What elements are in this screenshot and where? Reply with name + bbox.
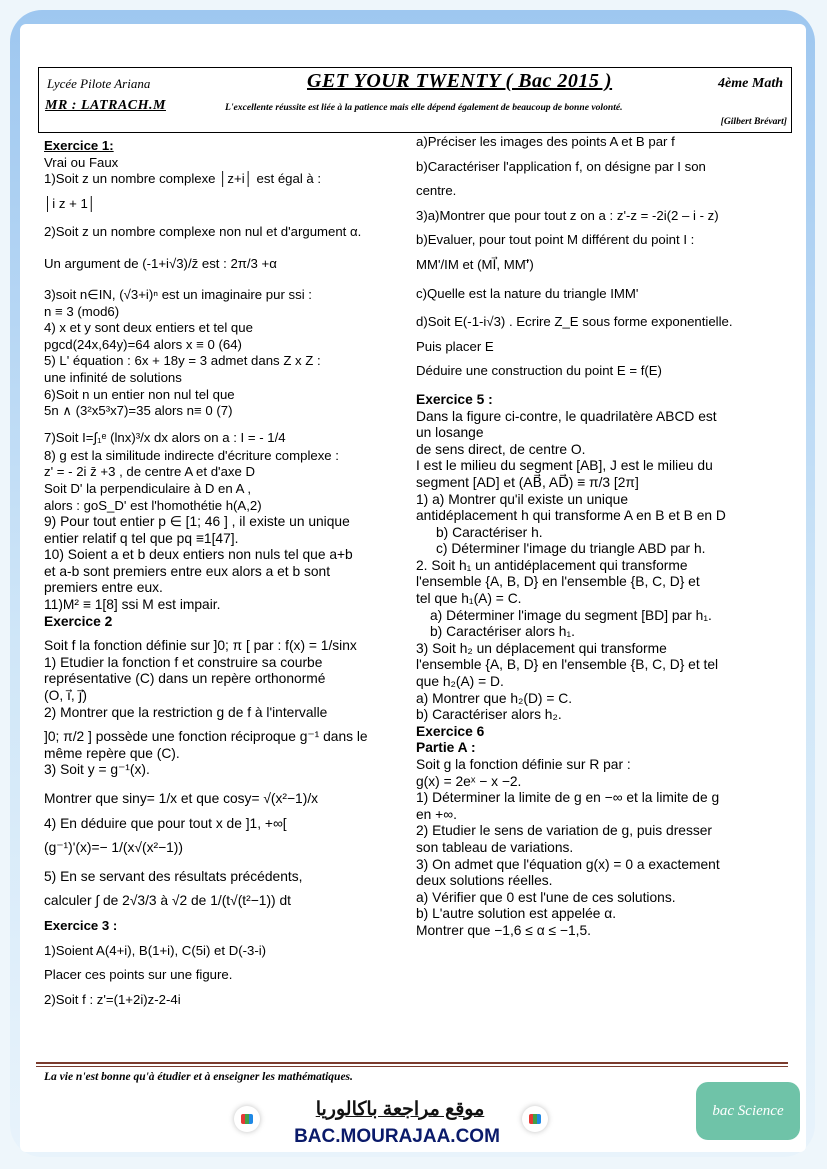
text-line: 8) g est la similitude indirecte d'écriture complexe : [44, 447, 339, 463]
text-line: son tableau de variations. [416, 839, 574, 855]
text-line: a) Déterminer l'image du segment [BD] par h₁. [430, 607, 712, 623]
text-line: 2) Etudier le sens de variation de g, puis dresser [416, 823, 713, 839]
text-line: 3) Soit h₂ un déplacement qui transforme [416, 640, 667, 656]
text-line: entier relatif q tel que pq ≡1[47]. [44, 530, 239, 546]
text-line: g(x) = 2eˣ − x −2. [416, 773, 522, 789]
exercise-1-title: Exercice 1: [44, 138, 114, 153]
text-line: segment [AD] et (AB⃗, AD⃗) ≡ π/3 [2π] [416, 474, 639, 490]
text-line: 5) L' équation : 6x + 18y = 3 admet dans Z x Z : [44, 353, 321, 369]
text-line: représentative (C) dans un repère orthonormé [44, 671, 326, 687]
text-line: calculer ∫ de 2√3/3 à √2 de 1/(t√(t²−1)) dt [44, 893, 291, 909]
bac-science-logo: bac Science [696, 1082, 800, 1140]
text-line: MM'/IM et (MI⃗, MM'⃗) [416, 256, 534, 272]
text-line: b) Caractériser h. [436, 524, 543, 540]
text-line: b) Caractériser alors h₂. [416, 707, 562, 723]
text-line: (g⁻¹)'(x)=− 1/(x√(x²−1)) [44, 840, 183, 856]
text-line: ]0; π/2 ] possède une fonction réciproque g⁻¹ dans le [44, 729, 368, 745]
site-logo-icon [234, 1106, 260, 1132]
text-line: b)Evaluer, pour tout point M différent du point I : [416, 232, 695, 248]
text-line: 3) Soit y = g⁻¹(x). [44, 762, 150, 778]
text-line: c) Déterminer l'image du triangle ABD par h. [436, 541, 706, 557]
text-line: │i z + 1│ [44, 195, 97, 211]
text-line: même repère que (C). [44, 745, 180, 761]
exercise-3-title: Exercice 3 : [44, 917, 118, 933]
class-level: 4ème Math [718, 76, 783, 91]
text-line: b) Caractériser alors h₁. [430, 624, 575, 640]
text-line: 1) Déterminer la limite de g en −∞ et la limite de g [416, 790, 720, 806]
text-line: 5n ∧ (3²x5³x7)=35 alors n≡ 0 (7) [44, 403, 233, 419]
text-line: 10) Soient a et b deux entiers non nuls tel que a+b [44, 547, 353, 563]
text-line: 1)Soient A(4+i), B(1+i), C(5i) et D(-3-i) [44, 942, 267, 958]
text-line: 2. Soit h₁ un antidéplacement qui transforme [416, 557, 688, 573]
teacher-name: MR : LATRACH.M [45, 98, 166, 113]
text-line: 6)Soit n un entier non nul tel que [44, 386, 235, 402]
text-line: 3)a)Montrer que pour tout z on a : z'-z = -2i(2 – i - z) [416, 207, 719, 223]
text-line: 9) Pour tout entier p ∈ [1; 46 ] , il existe un unique [44, 514, 350, 530]
right-column [416, 134, 788, 940]
text-line: centre. [416, 183, 457, 199]
text-line: n ≡ 3 (mod6) [44, 303, 120, 319]
text-line: 11)M² ≡ 1[8] ssi M est impair. [44, 597, 221, 613]
left-column [44, 138, 404, 1008]
text-line: b)Caractériser l'application f, on désigne par I son [416, 158, 706, 174]
exercise-2-title: Exercice 2 [44, 613, 113, 629]
text-line: Soit g la fonction définie sur R par : [416, 757, 631, 772]
text-line: 3) On admet que l'équation g(x) = 0 a exactement [416, 856, 720, 872]
header-quote: L'excellente réussite est liée à la patience mais elle dépend également de beaucoup de bonne volonté. [225, 102, 623, 113]
text-line: pgcd(24x,64y)=64 alors x ≡ 0 (64) [44, 336, 242, 352]
text-line: 1) a) Montrer qu'il existe un unique [416, 491, 628, 507]
site-url[interactable]: BAC.MOURAJAA.COM [294, 1126, 500, 1147]
text-line: a) Vérifier que 0 est l'une de ces solutions. [416, 889, 676, 905]
quote-author: [Gilbert Brévart] [720, 116, 787, 127]
text-line: antidéplacement h qui transforme A en B et B en D [416, 508, 726, 524]
page-title: GET YOUR TWENTY ( Bac 2015 ) [307, 70, 613, 92]
text-line: Soit D' la perpendiculaire à D en A , [44, 480, 252, 496]
header-box [38, 67, 792, 133]
text-line: Déduire une construction du point E = f(E) [416, 363, 662, 379]
text-line: 3)soit n∈IN, (√3+i)ⁿ est un imaginaire pur ssi : [44, 286, 312, 302]
text-line: de sens direct, de centre O. [416, 441, 586, 457]
exercise-6-title: Exercice 6 [416, 723, 485, 739]
text-line: a)Préciser les images des points A et B par f [416, 134, 675, 149]
footer-quote: La vie n'est bonne qu'à étudier et à enseigner les mathématiques. [44, 1071, 353, 1083]
text-line: 4) En déduire que pour tout x de ]1, +∞[ [44, 815, 287, 831]
text-line: Puis placer E [416, 338, 494, 354]
text-line: tel que h₁(A) = C. [416, 591, 522, 607]
text-line: une infinité de solutions [44, 369, 182, 385]
footer-divider [36, 1062, 788, 1064]
text-line: b) L'autre solution est appelée α. [416, 906, 617, 922]
text-line: l'ensemble {A, B, D} en l'ensemble {B, C, D} et tel [416, 657, 719, 673]
text-line: z' = - 2i z̄ +3 , de centre A et d'axe D [44, 464, 256, 480]
text-line: un losange [416, 425, 484, 441]
text-line: I est le milieu du segment [AB], J est le milieu du [416, 458, 713, 474]
site-name-arabic[interactable]: موقع مراجعة باكالوريا [315, 1099, 485, 1120]
text-line: alors : goS_D' est l'homothétie h(A,2) [44, 497, 262, 513]
text-line: 4) x et y sont deux entiers et tel que [44, 320, 253, 336]
footer-divider [36, 1066, 788, 1067]
text-line: Un argument de (-1+i√3)/z̄ est : 2π/3 +α [44, 255, 277, 271]
text-line: Soit f la fonction définie sur ]0; π [ par : f(x) = 1/sinx [44, 638, 357, 654]
text-line: premiers entre eux. [44, 580, 163, 596]
site-logo-icon [522, 1106, 548, 1132]
text-line: deux solutions réelles. [416, 873, 553, 889]
text-line: d)Soit E(-1-i√3) . Ecrire Z_E sous forme exponentielle. [416, 314, 733, 330]
exercise-1-subtitle: Vrai ou Faux [44, 154, 119, 170]
school-name: Lycée Pilote Ariana [47, 76, 151, 91]
text-line: 5) En se servant des résultats précédents, [44, 868, 303, 884]
text-line: Montrer que siny= 1/x et que cosy= √(x²−1)/x [44, 791, 319, 806]
text-line: 2) Montrer que la restriction g de f à l'intervalle [44, 704, 328, 720]
text-line: 2)Soit z un nombre complexe non nul et d'argument α. [44, 224, 362, 240]
text-line: c)Quelle est la nature du triangle IMM' [416, 285, 639, 301]
text-line: Dans la figure ci-contre, le quadrilatère ABCD est [416, 408, 717, 424]
text-line: 2)Soit f : z'=(1+2i)z-2-4i [44, 991, 181, 1007]
text-line: a) Montrer que h₂(D) = C. [416, 690, 573, 706]
part-a-title: Partie A : [416, 740, 476, 756]
text-line: et a-b sont premiers entre eux alors a et b sont [44, 563, 331, 579]
text-line: (O, i⃗, j⃗) [44, 688, 87, 704]
exercise-5-title: Exercice 5 : [416, 391, 493, 407]
text-line: 1) Etudier la fonction f et construire sa courbe [44, 654, 323, 670]
text-line: Placer ces points sur une figure. [44, 967, 233, 983]
text-line: l'ensemble {A, B, D} en l'ensemble {B, C, D} et [416, 574, 700, 590]
text-line: Montrer que −1,6 ≤ α ≤ −1,5. [416, 922, 591, 938]
text-line: 1)Soit z un nombre complexe │z+i│ est égal à : [44, 171, 322, 187]
text-line: que h₂(A) = D. [416, 674, 504, 690]
text-line: 7)Soit I=∫₁ᵉ (lnx)³/x dx alors on a : I = - 1/4 [44, 429, 286, 445]
text-line: en +∞. [416, 806, 457, 822]
